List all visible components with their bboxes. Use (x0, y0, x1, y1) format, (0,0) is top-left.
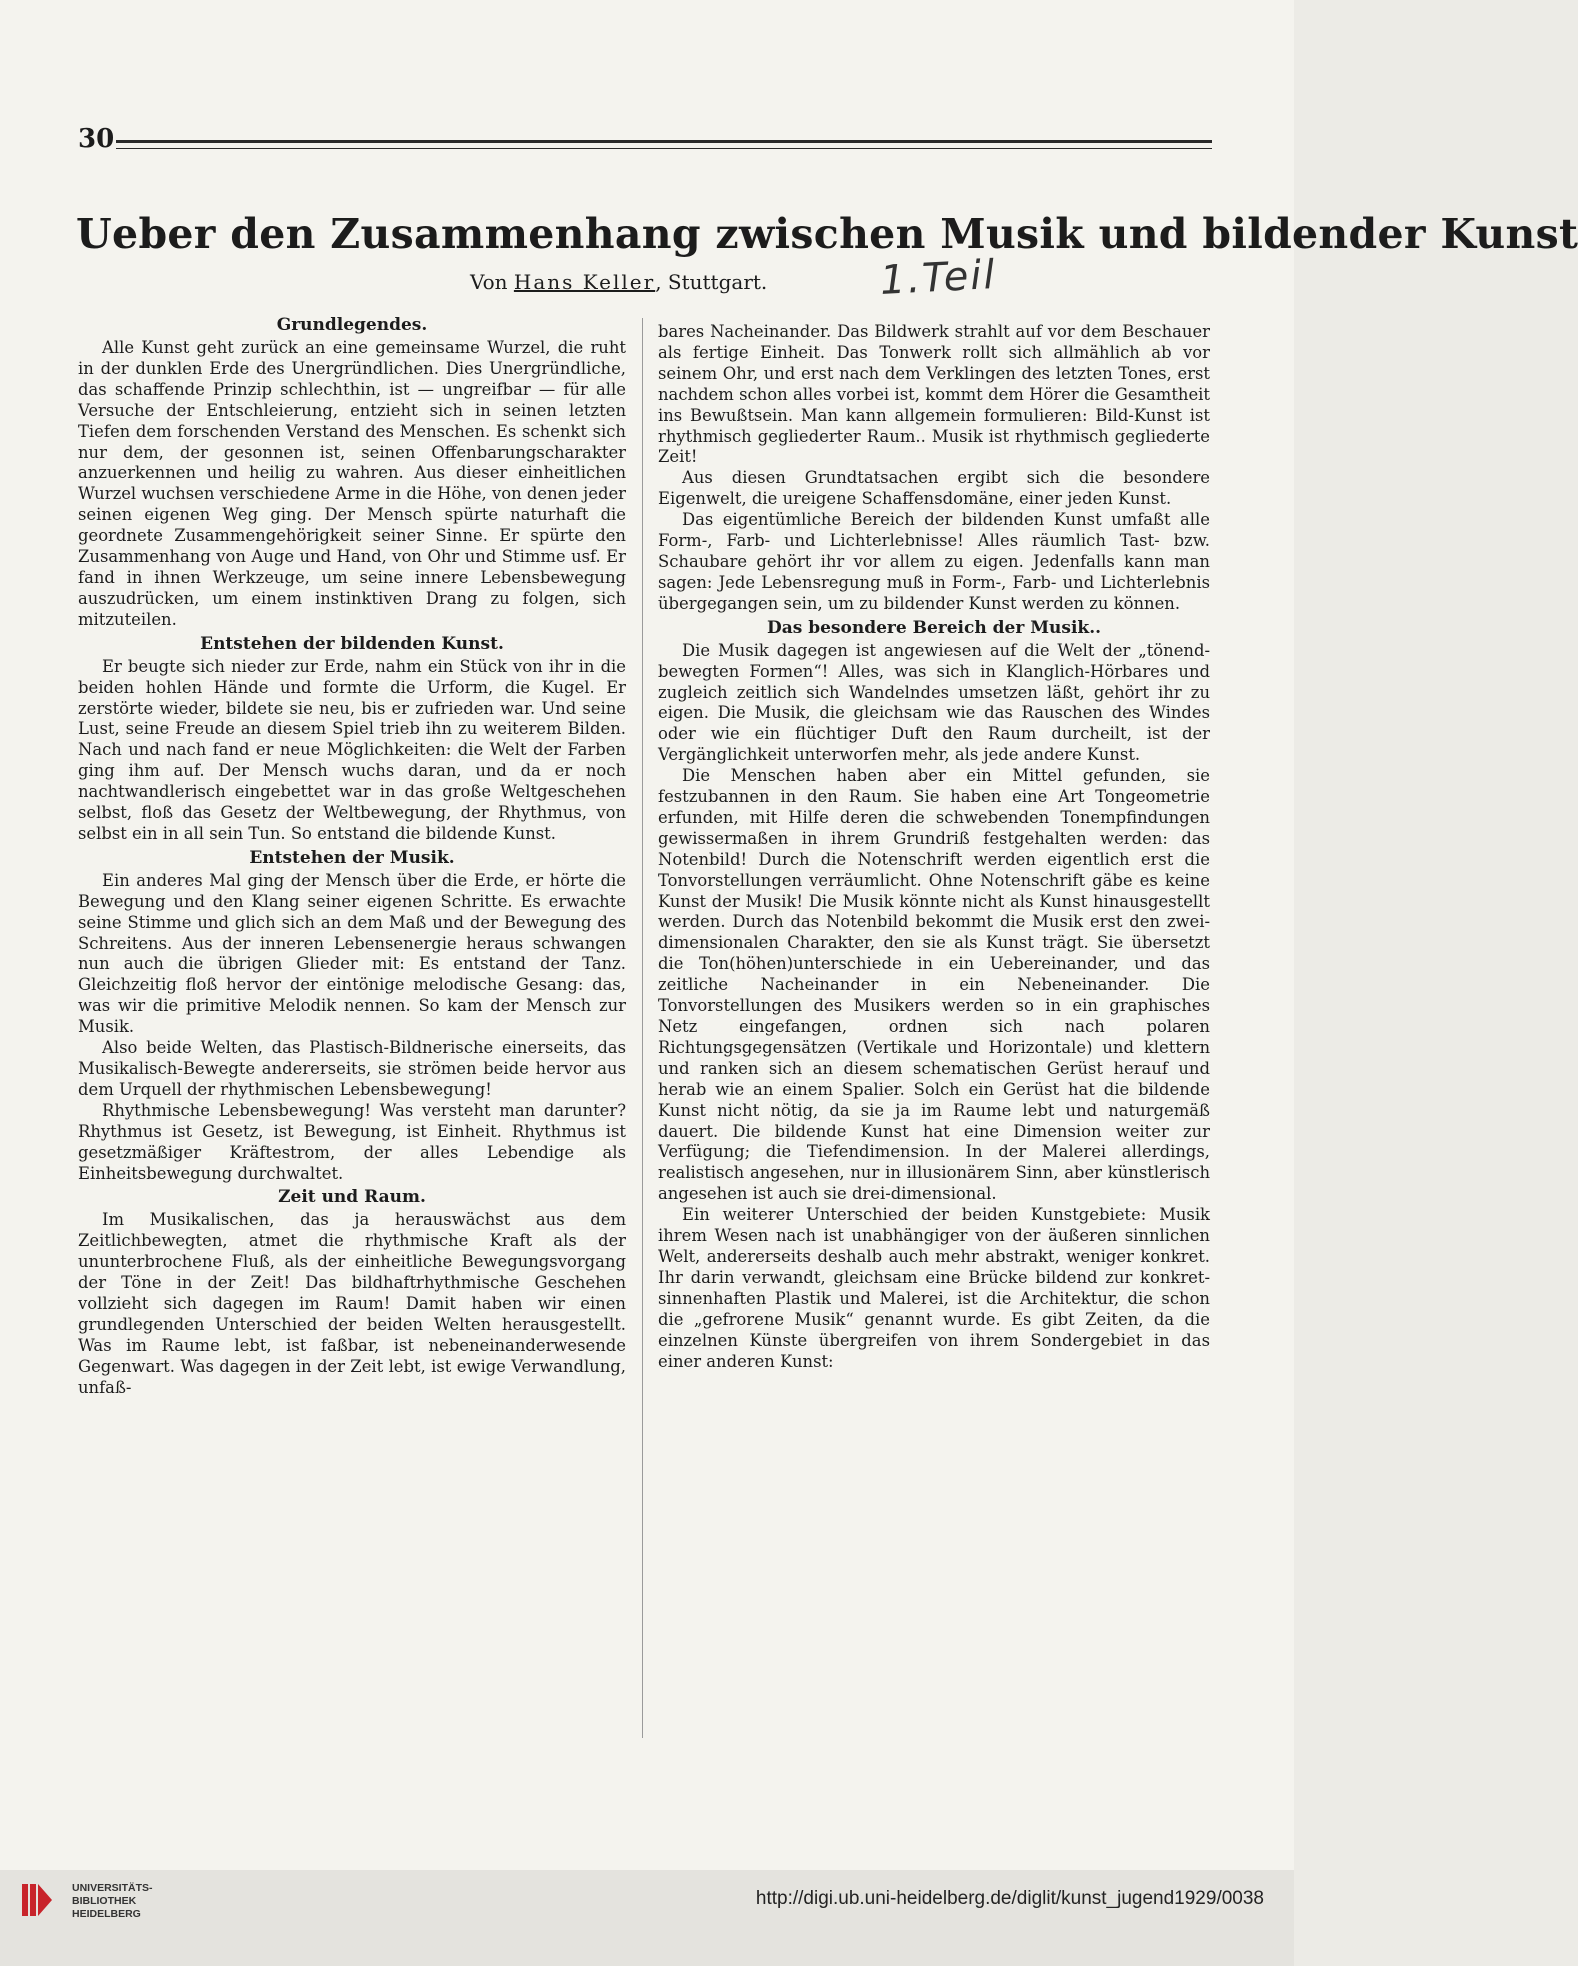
column-divider (642, 318, 643, 1738)
section-heading-bereich-musik: Das besondere Bereich der Musik.. (766, 617, 1102, 638)
byline (470, 270, 767, 294)
paragraph: bares Nacheinander. Das Bildwerk strahlt auf vor dem Beschauer als fertige Einheit. Das Tonwerk rollt sich allmählich ab vor seinem Ohr, und erst nach dem Verklingen des letzten Tones, erst nachdem schon alles vorbei ist, kommt dem Hörer die Gesamtheit ins Bewußtsein. Man kann allgemein formulieren: Bild-Kunst ist rhythmisch gegliederter Raum.. Musik ist rhythmisch gegliederte Zeit! (658, 322, 1210, 467)
source-url-link[interactable]: http://digi.ub.uni-heidelberg.de/diglit/kunst_jugend1929/0038 (755, 1888, 1264, 1909)
paragraph: Also beide Welten, das Plastisch-Bildnerische einerseits, das Musikalisch-Bewegte andererseits, sie strömen beide hervor aus dem Urquell der rhythmischen Lebensbewegung! (78, 1038, 626, 1099)
library-line: UNIVERSITÄTS- (72, 1882, 153, 1894)
university-library-logo-icon (20, 1880, 54, 1920)
paragraph: Ein anderes Mal ging der Mensch über die Erde, er hörte die Bewegung und den Klang seiner eigenen Schritte. Es erwachte seine Stimme und glich sich an dem Maß und der Bewegung des Schreitens. Aus der inneren Lebensenergie heraus schwangen nun auch die übrigen Glieder mit: Es entstand der Tanz. Gleichzeitig floß hervor der eintönige melodische Gesang: das, was wir die primitive Melodik nennen. So kam der Mensch zur Musik. (78, 870, 626, 1037)
handwritten-annotation: 1.Teil (878, 251, 998, 305)
paragraph: Ein weiterer Unterschied der beiden Kunstgebiete: Musik ihrem Wesen nach ist unabhängiger von der äußeren sinnlichen Welt, andererseits deshalb auch mehr abstrakt, weniger konkret. Ihr darin verwandt, gleichsam eine Brücke bildend zur konkret-sinnenhaften Plastik und Malerei, ist die Architektur, die schon die „gefrorene Musik“ genannt wurde. Es gibt Zeiten, da die einzelnen Künste übergreifen von ihrem Sondergebiet in das einer anderen Kunst: (658, 1205, 1210, 1371)
paragraph: Er beugte sich nieder zur Erde, nahm ein Stück von ihr in die beiden hohlen Hände und formte die Urform, die Kugel. Er zerstörte wieder, bildete sie neu, bis er zufrieden war. Und seine Lust, seine Freude an diesem Spiel trieb ihn zu weiterem Bilden. Nach und nach fand er neue Möglichkeiten: die Welt der Farben ging ihm auf. Der Mensch wuchs daran, und da er noch nachtwandlerisch eingebettet war in das große Weltgeschehen selbst, floß das Gesetz der Weltbewegung, der Rhythmus, von selbst ein in all sein Tun. So entstand die bildende Kunst. (78, 656, 626, 843)
section-heading-musik: Entstehen der Musik. (249, 847, 455, 868)
header-rule (116, 140, 1212, 149)
library-line: HEIDELBERG (72, 1908, 141, 1920)
section-heading-bildende-kunst: Entstehen der bildenden Kunst. (200, 633, 504, 654)
viewer-footer (0, 1870, 1294, 1966)
paragraph: Rhythmische Lebensbewegung! Was versteht man darunter? Rhythmus ist Gesetz, ist Bewegung, ist Einheit. Rhythmus ist gesetzmäßiger Kräftestrom, der alles Lebendige als Einheitsbewegung durchwaltet. (78, 1100, 626, 1183)
paragraph: Das eigentümliche Bereich der bildenden Kunst umfaßt alle Form-, Farb- und Lichterlebnisse! Alles räumlich Tast- bzw. Schaubare gehört ihr vor allem zu eigen. Jedenfalls kann man sagen: Jede Lebensregung muß in Form-, Farb- und Lichterlebnis übergegangen sein, um zu bildender Kunst werden zu können. (658, 510, 1210, 613)
byline-location: , Stuttgart. (655, 270, 768, 294)
right-column (658, 322, 1210, 1372)
library-line: BIBLIOTHEK (72, 1895, 137, 1907)
section-heading-grundlegendes: Grundlegendes. (276, 315, 428, 335)
paragraph: Alle Kunst geht zurück an eine gemeinsame Wurzel, die ruht in der dunklen Erde des Unergründlichen. Dies Unergründliche, das schaffende Prinzip schlechthin, ist — ungreifbar — für alle Versuche der Entschleierung, entzieht sich in seinen letzten Tiefen dem forschenden Verstand des Menschen. Es schenkt sich nur dem, der gesonnen ist, seinen Offenbarungscharakter anzuerkennen und heilig zu wahren. Aus dieser einheitlichen Wurzel wuchsen verschiedene Arme in die Höhe, von denen jeder seinen eigenen Weg ging. Der Mensch spürte naturhaft die geordnete Zusammengehörigkeit seiner Sinne. Er spürte den Zusammenhang von Auge und Hand, von Ohr und Stimme usf. Er fand in ihnen Werkzeuge, um seine innere Lebensbewegung auszudrücken, um einem instinktiven Drang zu folgen, sich mitzuteilen. (78, 338, 626, 629)
paragraph: Die Menschen haben aber ein Mittel gefunden, sie festzubannen in den Raum. Sie haben eine Art Tongeometrie erfunden, mit Hilfe deren die schwebenden Tonempfindungen gewissermaßen in ihrem Grundriß festgehalten werden: das Notenbild! Durch die Notenschrift werden eigentlich erst die Tonvorstellungen verräumlicht. Ohne Notenschrift gäbe es keine Kunst der Musik! Die Musik könnte nicht als Kunst hinausgestellt werden. Durch das Notenbild bekommt die Musik erst den zwei-dimensionalen Charakter, den sie als Kunst trägt. Sie übersetzt die Ton(höhen)unterschiede in ein Uebereinander, und das zeitliche Nacheinander in ein Nebeneinander. Die Tonvorstellungen des Musikers werden so in ein graphisches Netz eingefangen, ordnen sich nach polaren Richtungsgegensätzen (Vertikale und Horizontale) und klettern und ranken sich an diesem schematischen Gerüst herauf und herab wie an einem Spalier. Solch ein Gerüst hat die bildende Kunst nicht nötig, da sie ja im Raume lebt und naturgemäß dauert. Die bildende Kunst hat eine Dimension weiter zur Verfügung; die Tiefendimension. In der Malerei allerdings, realistisch angesehen, nur in illusionärem Sinn, aber künstlerisch angesehen ist auch sie drei-dimensional. (658, 766, 1210, 1204)
paragraph: Im Musikalischen, das ja herauswächst aus dem Zeitlichbewegten, atmet die rhythmische Kraft als der ununterbrochene Fluß, als der einheitliche Bewegungsvorgang der Töne in der Zeit! Das bildhaftrhythmische Geschehen vollzieht sich dagegen im Raum! Damit haben wir einen grundlegenden Unterschied der beiden Welten herausgestellt. Was im Raume lebt, ist faßbar, ist nebeneinanderwesende Gegenwart. Was dagegen in der Zeit lebt, ist ewige Verwandlung, unfaß- (78, 1210, 626, 1397)
section-heading-zeit-und-raum: Zeit und Raum. (278, 1187, 426, 1208)
paragraph: Die Musik dagegen ist angewiesen auf die Welt der „tönend-bewegten Formen“! Alles, was sich in Klanglich-Hörbares und zugleich zeitlich sich Wandelndes umsetzen läßt, gehört ihr zu eigen. Die Musik, die gleichsam wie das Rauschen des Windes oder wie ein flüchtiger Duft den Raum durcheilt, ist der Vergänglichkeit unterworfen mehr, als jede andere Kunst. (658, 640, 1210, 765)
byline-prefix: Von (470, 270, 508, 294)
article-title: Ueber den Zusammenhang zwischen Musik und bildender Kunst (76, 210, 1578, 258)
author-name: Hans Keller (513, 270, 656, 294)
left-column (78, 312, 626, 1399)
paragraph: Aus diesen Grundtatsachen ergibt sich die besondere Eigenwelt, die ureigene Schaffensdomäne, einer jeden Kunst. (658, 468, 1210, 509)
library-name (72, 1882, 153, 1921)
page-number: 30 (78, 124, 115, 154)
